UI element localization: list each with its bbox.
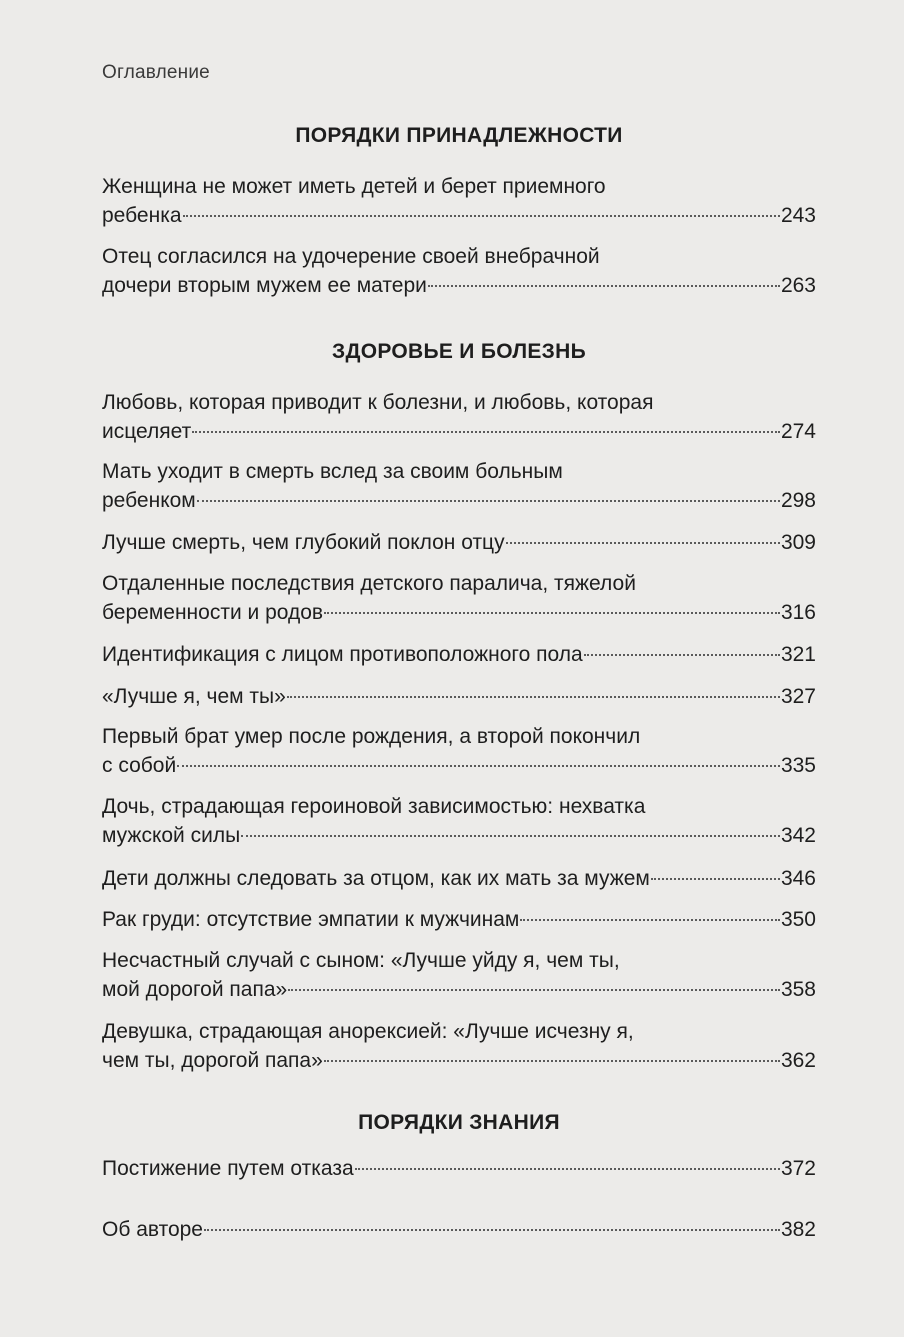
entry-title: Лучше смерть, чем глубокий поклон отцу	[102, 531, 505, 554]
entry-title: Об авторе	[102, 1218, 203, 1241]
section-title-health: ЗДОРОВЬЕ И БОЛЕЗНЬ	[331, 340, 586, 363]
dot-leader	[287, 696, 780, 698]
page-number: 321	[780, 643, 816, 666]
dot-leader	[520, 919, 780, 921]
dot-leader	[192, 431, 780, 433]
running-head: Оглавление	[102, 62, 210, 83]
page-number: 274	[780, 420, 816, 443]
toc-entry[interactable]	[102, 946, 816, 1004]
entry-title-line2: ребенком	[102, 489, 196, 512]
section-title-belonging: ПОРЯДКИ ПРИНАДЛЕЖНОСТИ	[295, 124, 623, 147]
page-number: 316	[780, 601, 816, 624]
dot-leader	[584, 654, 780, 656]
entry-title: Идентификация с лицом противоположного пола	[102, 643, 583, 666]
toc-entry[interactable]	[102, 388, 816, 446]
entry-title-line2: мой дорогой папа»	[102, 978, 288, 1001]
entry-title-line1: Отец согласился на удочерение своей внебрачной	[102, 245, 600, 268]
toc-entry[interactable]	[102, 905, 816, 934]
toc-entry[interactable]	[102, 1215, 816, 1244]
page-number: 346	[780, 867, 816, 890]
page-number: 342	[780, 824, 816, 847]
page-number: 372	[780, 1157, 816, 1180]
toc-entry[interactable]	[102, 722, 816, 780]
page-number: 263	[780, 274, 816, 297]
entry-title-line1: Дочь, страдающая героиновой зависимостью: нехватка	[102, 795, 646, 818]
page-number: 298	[780, 489, 816, 512]
dot-leader	[428, 285, 780, 287]
dot-leader	[183, 215, 780, 217]
dot-leader	[506, 542, 780, 544]
entry-title: Рак груди: отсутствие эмпатии к мужчинам	[102, 908, 520, 931]
entry-title-line2: ребенка	[102, 204, 182, 227]
dot-leader	[197, 500, 780, 502]
dot-leader	[324, 612, 780, 614]
toc-entry[interactable]	[102, 172, 816, 230]
section-title-knowledge: ПОРЯДКИ ЗНАНИЯ	[358, 1111, 560, 1134]
dot-leader	[651, 878, 780, 880]
dot-leader	[241, 835, 780, 837]
entry-title-line2: мужской силы	[102, 824, 241, 847]
dot-leader	[288, 989, 780, 991]
entry-title-line1: Несчастный случай с сыном: «Лучше уйду я, чем ты,	[102, 949, 620, 972]
toc-entry[interactable]	[102, 242, 816, 300]
page-number: 327	[780, 685, 816, 708]
entry-title-line1: Девушка, страдающая анорексией: «Лучше исчезну я,	[102, 1020, 634, 1043]
toc-entry[interactable]	[102, 569, 816, 627]
toc-entry[interactable]	[102, 864, 816, 893]
entry-title-line1: Любовь, которая приводит к болезни, и любовь, которая	[102, 391, 654, 414]
page-number: 243	[780, 204, 816, 227]
dot-leader	[324, 1060, 780, 1062]
toc-entry[interactable]	[102, 1017, 816, 1075]
entry-title-line1: Первый брат умер после рождения, а второй покончил	[102, 725, 641, 748]
dot-leader	[355, 1168, 780, 1170]
entry-title: Постижение путем отказа	[102, 1157, 354, 1180]
page-number: 350	[780, 908, 816, 931]
page-number: 362	[780, 1049, 816, 1072]
dot-leader	[204, 1229, 780, 1231]
entry-title-line2: беременности и родов	[102, 601, 324, 624]
page-number: 358	[780, 978, 816, 1001]
entry-title-line1: Женщина не может иметь детей и берет приемного	[102, 175, 606, 198]
dot-leader	[177, 765, 780, 767]
page-number: 309	[780, 531, 816, 554]
toc-entry[interactable]	[102, 1154, 816, 1183]
entry-title-line1: Мать уходит в смерть вслед за своим больным	[102, 460, 563, 483]
page-number: 382	[780, 1218, 816, 1241]
toc-entry[interactable]	[102, 528, 816, 557]
entry-title: «Лучше я, чем ты»	[102, 685, 286, 708]
toc-entry[interactable]	[102, 682, 816, 711]
entry-title-line2: исцеляет	[102, 420, 192, 443]
toc-entry[interactable]	[102, 457, 816, 515]
page-number: 335	[780, 754, 816, 777]
toc-entry[interactable]	[102, 640, 816, 669]
entry-title-line2: с собой	[102, 754, 177, 777]
entry-title-line2: дочери вторым мужем ее матери	[102, 274, 427, 297]
entry-title: Дети должны следовать за отцом, как их мать за мужем	[102, 867, 650, 890]
entry-title-line2: чем ты, дорогой папа»	[102, 1049, 323, 1072]
toc-entry[interactable]	[102, 792, 816, 850]
entry-title-line1: Отдаленные последствия детского паралича, тяжелой	[102, 572, 636, 595]
